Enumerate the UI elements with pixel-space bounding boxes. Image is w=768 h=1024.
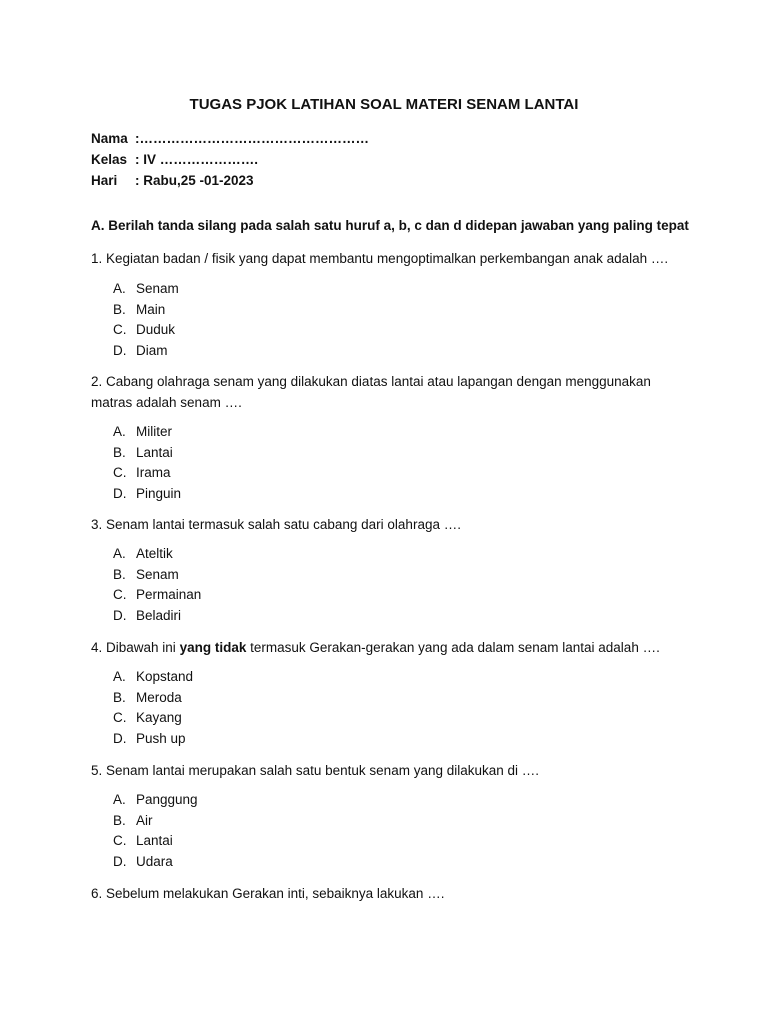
option-letter: D. <box>113 607 127 623</box>
option-letter: B. <box>113 301 126 317</box>
option <box>113 422 181 443</box>
option <box>113 708 193 729</box>
option <box>113 443 181 464</box>
question-4 <box>91 637 691 658</box>
nama-value: :…………………………………………… <box>135 131 369 146</box>
option-text: Irama <box>136 465 171 480</box>
option-letter: B. <box>113 566 126 582</box>
option-letter: C. <box>113 710 127 725</box>
option-letter: A. <box>113 546 126 561</box>
question-4-text-post: termasuk Gerakan-gerakan yang ada dalam senam lantai adalah …. <box>246 640 660 655</box>
question-4-emphasis: yang tidak <box>179 640 247 655</box>
option <box>113 852 198 873</box>
option <box>113 831 198 852</box>
option-text: Push up <box>136 730 186 746</box>
option <box>113 811 198 832</box>
question-4-text-pre: 4. Dibawah ini <box>91 640 180 655</box>
student-info <box>91 128 369 191</box>
hari-value: : Rabu,25 -01-2023 <box>135 173 254 188</box>
option-text: Udara <box>136 853 173 869</box>
option-letter: D. <box>113 853 127 869</box>
option-text: Kopstand <box>136 669 194 684</box>
hari-label: Hari <box>91 173 118 188</box>
nama-label: Nama <box>91 131 128 146</box>
option-text: Duduk <box>136 322 176 337</box>
option-text: Main <box>136 301 166 317</box>
option <box>113 606 201 627</box>
option <box>113 667 193 688</box>
question-1-options <box>113 279 179 361</box>
option <box>113 729 193 750</box>
question-3: 3. Senam lantai termasuk salah satu cabang dari olahraga …. <box>91 517 461 532</box>
option-letter: B. <box>113 689 126 705</box>
option <box>113 341 179 362</box>
option-text: Pinguin <box>136 485 182 501</box>
option-letter: D. <box>113 730 127 746</box>
option-text: Beladiri <box>136 607 182 623</box>
option <box>113 463 181 484</box>
kelas-row <box>91 149 369 170</box>
question-5-options <box>113 790 198 872</box>
option-letter: A. <box>113 281 126 296</box>
hari-row <box>91 170 369 191</box>
option <box>113 688 193 709</box>
option-letter: C. <box>113 322 127 337</box>
question-2-options <box>113 422 181 504</box>
question-4-options <box>113 667 193 749</box>
option <box>113 565 201 586</box>
option-letter: B. <box>113 812 126 828</box>
option-letter: C. <box>113 587 127 602</box>
option <box>113 484 181 505</box>
question-5: 5. Senam lantai merupakan salah satu bentuk senam yang dilakukan di …. <box>91 763 540 778</box>
option-text: Militer <box>136 424 172 439</box>
option-letter: D. <box>113 485 127 501</box>
option-letter: D. <box>113 342 127 358</box>
option-letter: C. <box>113 465 127 480</box>
option-letter: C. <box>113 833 127 848</box>
document-title: TUGAS PJOK LATIHAN SOAL MATERI SENAM LANTAI <box>189 96 579 113</box>
option-letter: A. <box>113 792 126 807</box>
option-letter: A. <box>113 424 126 439</box>
option-letter: A. <box>113 669 126 684</box>
option-text: Meroda <box>136 689 182 705</box>
kelas-value: : IV …………………. <box>135 152 259 167</box>
option-text: Kayang <box>136 710 182 725</box>
option-text: Ateltik <box>136 546 173 561</box>
option <box>113 544 201 565</box>
option-text: Air <box>136 812 153 828</box>
section-a-instruction: A. Berilah tanda silang pada salah satu huruf a, b, c dan d didepan jawaban yang paling tepat <box>91 218 689 233</box>
question-3-options <box>113 544 201 626</box>
option-text: Senam <box>136 281 179 296</box>
kelas-label: Kelas <box>91 152 128 167</box>
option-text: Lantai <box>136 444 173 460</box>
question-1: 1. Kegiatan badan / fisik yang dapat membantu mengoptimalkan perkembangan anak adalah …. <box>91 251 669 266</box>
option <box>113 790 198 811</box>
option-text: Senam <box>136 566 179 582</box>
option-letter: B. <box>113 444 126 460</box>
question-2: 2. Cabang olahraga senam yang dilakukan diatas lantai atau lapangan dengan menggunakan matras adalah senam …. <box>91 374 651 410</box>
option <box>113 279 179 300</box>
option-text: Lantai <box>136 833 173 848</box>
option <box>113 300 179 321</box>
question-6: 6. Sebelum melakukan Gerakan inti, sebaiknya lakukan …. <box>91 886 445 901</box>
option-text: Panggung <box>136 792 198 807</box>
nama-row <box>91 128 369 149</box>
option-text: Diam <box>136 342 168 358</box>
option <box>113 320 179 341</box>
option <box>113 585 201 606</box>
option-text: Permainan <box>136 587 202 602</box>
